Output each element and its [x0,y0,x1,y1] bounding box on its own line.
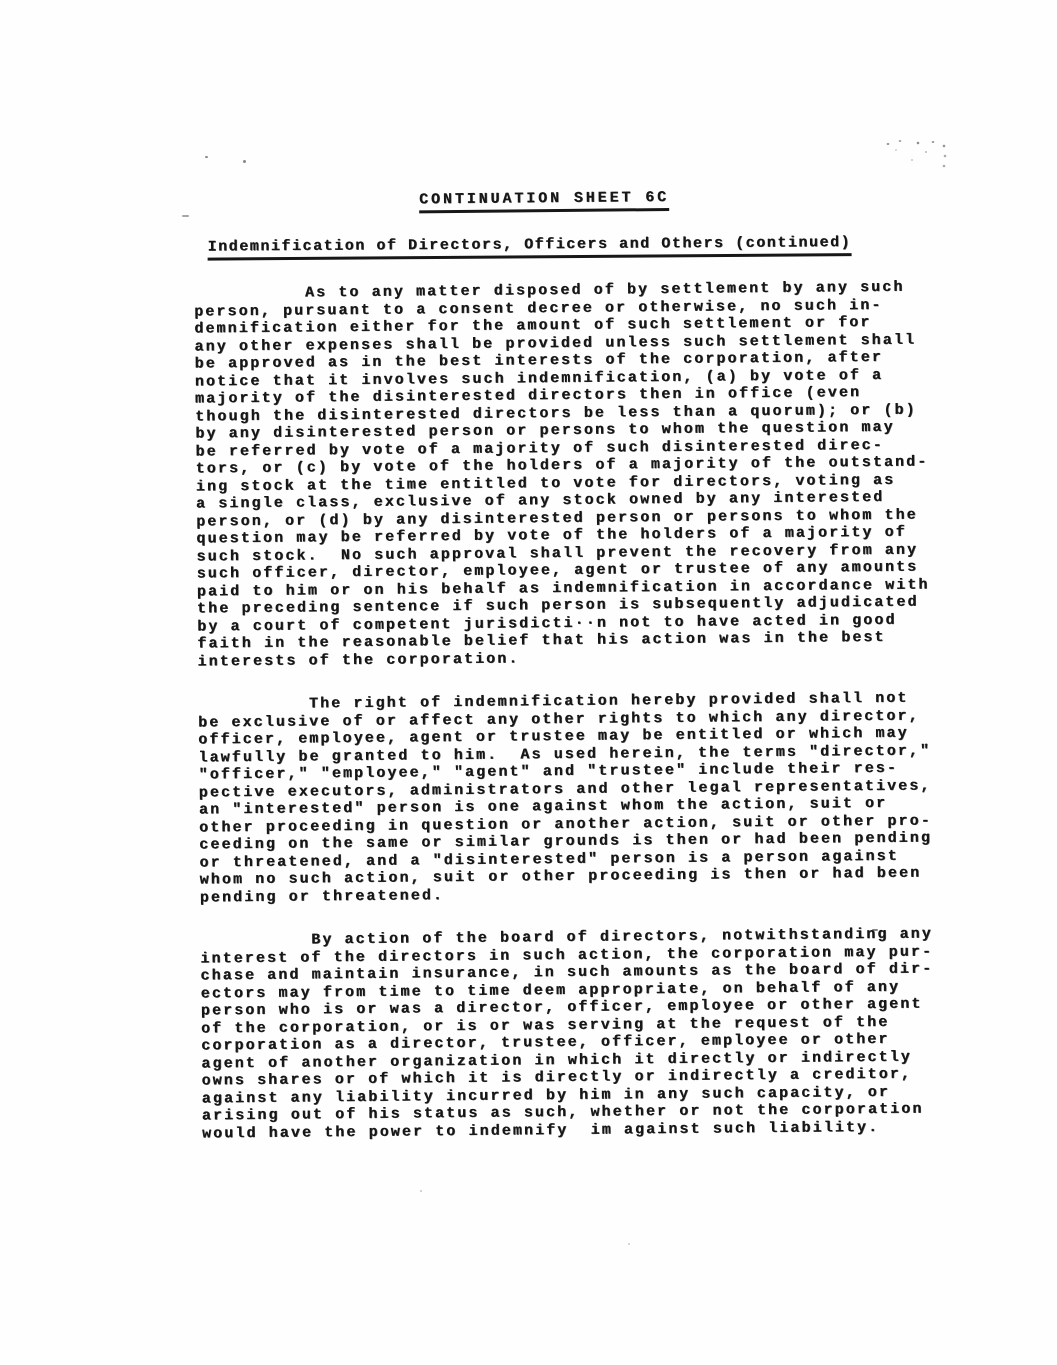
title-row [173,187,915,216]
paragraph-right-of-indemnification: The right of indemnification hereby provided shall not be exclusive of or affect any other rights to which any director, officer, employee, agent or trustee may be entitled or which may lawfully be granted to him. As used herein, the terms "director," "officer," "employee," "agent" and "trustee" include their res- pective executors, administrators and other legal representatives, an "interested" person is one against whom the action, suit or other proceeding in question or another action, suit or other pro- ceeding on the same or similar grounds is then or had been pending or threatened, and a "disinterested" person is a person against whom no such action, suit or other proceeding is then or had been pending or threatened. [197,689,933,907]
heading-row [207,232,935,260]
ink-speck [628,1243,630,1245]
scan-smudge [878,138,958,178]
ink-speck [243,160,246,163]
paragraph-settlement-approval: As to any matter disposed of by settlement by any such person, pursuant to a consent decree or otherwise, no such in- demnification either for the amount of such settlement or for any other expenses shall be provided unless such settlement shall be approved as in the best interests of the corporation, after notice that it involves such indemnification, (a) by vote of a majority of the disinterested directors then in office (even though the disinterested directors be less than a quorum); or (b) by any disinterested person or persons to whom the question may be referred by vote of a majority of such disinterested direc- tors, or (c) by vote of the holders of a majority of the outstand- ing stock at the time entitled to vote for directors, voting as a single class, exclusive of any stock owned by any interested person, or (d) by any disinterested person or persons to whom the question may be referred by vote of the holders of a majority of such stock. No such approval shall prevent the recovery from any such officer, director, employee, agent or trustee of any amounts paid to him or on his behalf as indemnification in accordance with the preceding sentence if such person is subsequently adjudicated by a court of competent jurisdicti··n not to have acted in good faith in the reasonable belief that his action was in the best interests of the corporation. [193,278,930,671]
ink-speck [205,156,208,158]
ink-speck [182,215,189,217]
paragraph-board-insurance: By action of the board of directors, notwithstanding any interest of the directors in such action, the corporation may pur- chase and maintain insurance, in such amounts as the board of dir- ectors may from time to time deem appropriate, on behalf of any person who is or was a director, officer, employee or other agent of the corporation, or is or was serving at the request of the corporation as a director, trustee, officer, employee or other agent of another organization in which it directly or indirectly owns shares or of which it is directly or indirectly a creditor, against any liability incurred by him in any such capacity, or arising out of his status as such, whether or not the corporation would have the power to indemnify im against such liability. [200,925,934,1143]
document-body [193,186,944,1168]
page-title: CONTINUATION SHEET 6C [419,189,669,213]
section-heading: Indemnification of Directors, Officers and Others (continued) [207,234,851,260]
ink-speck [420,1190,422,1192]
